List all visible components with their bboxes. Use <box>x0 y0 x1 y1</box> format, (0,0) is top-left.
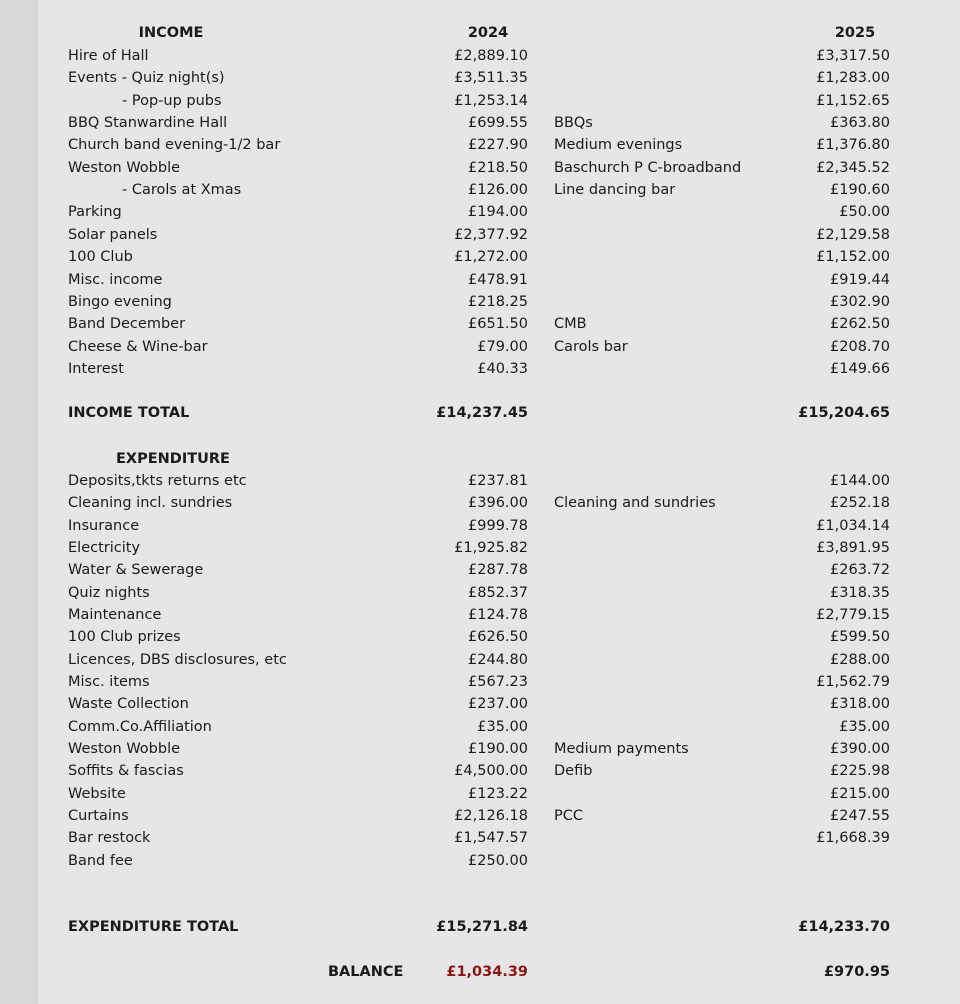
income-row <box>0 179 960 201</box>
amount-2024: £40.33 <box>477 360 528 377</box>
line-item-label: Insurance <box>68 517 140 534</box>
line-item-label: Quiz nights <box>68 584 150 601</box>
amount-2024: £194.00 <box>468 204 528 221</box>
expenditure-row <box>0 470 960 492</box>
line-item-label: Water & Sewerage <box>68 562 204 579</box>
amount-2024: £999.78 <box>468 517 528 534</box>
line-item-label-2025: Cleaning and sundries <box>554 495 716 512</box>
amount-2024: £2,889.10 <box>454 48 528 64</box>
expenditure-row <box>0 649 960 671</box>
expenditure-row <box>0 559 960 581</box>
amount-2025: £1,376.80 <box>816 137 890 154</box>
line-item-label: BBQ Stanwardine Hall <box>68 115 228 132</box>
income-row <box>0 269 960 291</box>
expenditure-total-label: EXPENDITURE TOTAL <box>68 919 239 935</box>
amount-2025: £288.00 <box>830 651 890 668</box>
line-item-label-2025: BBQs <box>554 115 593 132</box>
amount-2024: £250.00 <box>468 852 528 869</box>
income-total-2024: £14,237.45 <box>436 405 528 421</box>
line-item-label-2025: Defib <box>554 763 593 780</box>
amount-2024: £651.50 <box>468 316 528 333</box>
income-total-label: INCOME TOTAL <box>68 405 190 421</box>
expenditure-total-2025: £14,233.70 <box>798 919 890 935</box>
year-2025-heading: 2025 <box>834 25 876 41</box>
amount-2025: £363.80 <box>830 115 890 132</box>
amount-2024: £237.00 <box>468 696 528 713</box>
amount-2025: £252.18 <box>830 495 890 512</box>
expenditure-row <box>0 850 960 872</box>
line-item-label: Weston Wobble <box>68 740 181 757</box>
expenditure-row <box>0 827 960 849</box>
amount-2024: £2,377.92 <box>454 226 528 243</box>
amount-2024: £237.81 <box>468 473 528 489</box>
amount-2024: £35.00 <box>477 718 528 735</box>
amount-2025: £390.00 <box>830 740 890 757</box>
expenditure-row <box>0 693 960 715</box>
line-item-label: Misc. income <box>68 271 163 288</box>
amount-2024: £287.78 <box>468 562 528 579</box>
income-row <box>0 157 960 179</box>
amount-2025: £263.72 <box>830 562 890 579</box>
amount-2025: £35.00 <box>839 718 890 735</box>
income-row <box>0 201 960 223</box>
expenditure-row <box>0 783 960 805</box>
line-item-label: Bingo evening <box>68 293 172 310</box>
income-row <box>0 45 960 67</box>
amount-2024: £218.50 <box>468 159 528 176</box>
line-item-label: Waste Collection <box>68 696 189 713</box>
line-item-label: Bar restock <box>68 830 151 847</box>
amount-2024: £1,272.00 <box>454 249 528 266</box>
amount-2025: £2,129.58 <box>816 226 890 243</box>
amount-2025: £3,317.50 <box>816 48 890 64</box>
income-total-2025: £15,204.65 <box>798 405 890 421</box>
expenditure-row <box>0 604 960 626</box>
line-item-label-2025: Carols bar <box>554 338 628 355</box>
income-row <box>0 313 960 335</box>
expenditure-row <box>0 492 960 514</box>
income-total-row <box>0 402 960 424</box>
balance-2024: £1,034.39 <box>446 964 528 980</box>
income-heading: INCOME <box>138 25 204 41</box>
amount-2025: £318.35 <box>830 584 890 601</box>
expenditure-row <box>0 805 960 827</box>
amount-2025: £2,779.15 <box>816 606 890 623</box>
balance-2025: £970.95 <box>823 964 890 980</box>
line-item-label: Soffits & fascias <box>68 763 184 780</box>
line-item-label-2025: Medium evenings <box>554 137 683 154</box>
amount-2024: £227.90 <box>468 137 528 154</box>
expenditure-header-row <box>0 448 960 470</box>
line-item-label: 100 Club prizes <box>68 629 181 646</box>
income-row <box>0 112 960 134</box>
line-item-label: Weston Wobble <box>68 159 181 176</box>
amount-2024: £123.22 <box>468 785 528 802</box>
amount-2024: £1,925.82 <box>454 539 528 556</box>
line-item-label: Electricity <box>68 539 141 556</box>
amount-2025: £1,283.00 <box>816 70 890 87</box>
amount-2024: £4,500.00 <box>454 763 528 780</box>
line-item-label: Misc. items <box>68 673 150 690</box>
amount-2025: £302.90 <box>830 293 890 310</box>
income-row <box>0 358 960 380</box>
amount-2025: £149.66 <box>830 360 890 377</box>
expenditure-row <box>0 582 960 604</box>
amount-2024: £126.00 <box>468 182 528 199</box>
amount-2025: £318.00 <box>830 696 890 713</box>
line-item-label: Maintenance <box>68 606 162 623</box>
amount-2024: £396.00 <box>468 495 528 512</box>
income-row <box>0 246 960 268</box>
year-2024-heading: 2024 <box>467 25 509 41</box>
amount-2025: £1,152.65 <box>816 92 890 109</box>
line-item-label: Website <box>68 785 126 802</box>
amount-2025: £225.98 <box>830 763 890 780</box>
balance-row <box>0 961 960 983</box>
amount-2024: £244.80 <box>468 651 528 668</box>
line-item-label: Hire of Hall <box>68 48 149 64</box>
line-item-label: Events - Quiz night(s) <box>68 70 225 87</box>
line-item-label: - Carols at Xmas <box>122 182 242 199</box>
line-item-label-2025: PCC <box>554 807 583 824</box>
line-item-label-2025: Medium payments <box>554 740 689 757</box>
amount-2024: £2,126.18 <box>454 807 528 824</box>
expenditure-heading: EXPENDITURE <box>116 451 230 467</box>
amount-2025: £2,345.52 <box>816 159 890 176</box>
line-item-label: Solar panels <box>68 226 158 243</box>
amount-2024: £1,547.57 <box>454 830 528 847</box>
amount-2025: £1,034.14 <box>816 517 890 534</box>
amount-2025: £599.50 <box>830 629 890 646</box>
income-row <box>0 336 960 358</box>
line-item-label: Comm.Co.Affiliation <box>68 718 212 735</box>
balance-label: BALANCE <box>328 964 404 980</box>
expenditure-row <box>0 626 960 648</box>
line-item-label: 100 Club <box>68 249 133 266</box>
amount-2025: £208.70 <box>830 338 890 355</box>
line-item-label: Interest <box>68 360 124 377</box>
amount-2025: £1,562.79 <box>816 673 890 690</box>
amount-2025: £1,668.39 <box>816 830 890 847</box>
line-item-label-2025: Line dancing bar <box>554 182 676 199</box>
amount-2024: £218.25 <box>468 293 528 310</box>
line-item-label: - Pop-up pubs <box>122 92 222 109</box>
amount-2025: £1,152.00 <box>816 249 890 266</box>
line-item-label: Parking <box>68 204 122 221</box>
amount-2024: £79.00 <box>477 338 528 355</box>
income-row <box>0 90 960 112</box>
line-item-label: Cheese & Wine-bar <box>68 338 208 355</box>
amount-2024: £699.55 <box>468 115 528 132</box>
amount-2024: £626.50 <box>468 629 528 646</box>
line-item-label: Band December <box>68 316 186 333</box>
amount-2025: £262.50 <box>830 316 890 333</box>
income-row <box>0 224 960 246</box>
expenditure-total-2024: £15,271.84 <box>436 919 528 935</box>
income-header-row <box>0 22 960 44</box>
line-item-label: Deposits,tkts returns etc <box>68 473 247 489</box>
amount-2024: £478.91 <box>468 271 528 288</box>
expenditure-row <box>0 760 960 782</box>
amount-2025: £247.55 <box>830 807 890 824</box>
line-item-label-2025: CMB <box>554 316 587 333</box>
expenditure-row <box>0 537 960 559</box>
line-item-label: Licences, DBS disclosures, etc <box>68 651 287 668</box>
amount-2025: £3,891.95 <box>816 539 890 556</box>
line-item-label: Curtains <box>68 807 129 824</box>
line-item-label-2025: Baschurch P C-broadband <box>554 159 742 176</box>
line-item-label: Cleaning incl. sundries <box>68 495 233 512</box>
amount-2024: £3,511.35 <box>454 70 528 87</box>
expenditure-row <box>0 738 960 760</box>
amount-2025: £144.00 <box>830 473 890 489</box>
income-row <box>0 134 960 156</box>
amount-2024: £567.23 <box>468 673 528 690</box>
line-item-label: Church band evening-1/2 bar <box>68 137 281 154</box>
line-item-label: Band fee <box>68 852 133 869</box>
amount-2025: £50.00 <box>839 204 890 221</box>
expenditure-total-row <box>0 916 960 938</box>
amount-2024: £124.78 <box>468 606 528 623</box>
income-row <box>0 67 960 89</box>
amount-2024: £1,253.14 <box>454 92 528 109</box>
amount-2024: £852.37 <box>468 584 528 601</box>
expenditure-row <box>0 716 960 738</box>
amount-2025: £919.44 <box>830 271 890 288</box>
amount-2024: £190.00 <box>468 740 528 757</box>
expenditure-row <box>0 671 960 693</box>
income-row <box>0 291 960 313</box>
amount-2025: £215.00 <box>830 785 890 802</box>
amount-2025: £190.60 <box>830 182 890 199</box>
expenditure-row <box>0 515 960 537</box>
